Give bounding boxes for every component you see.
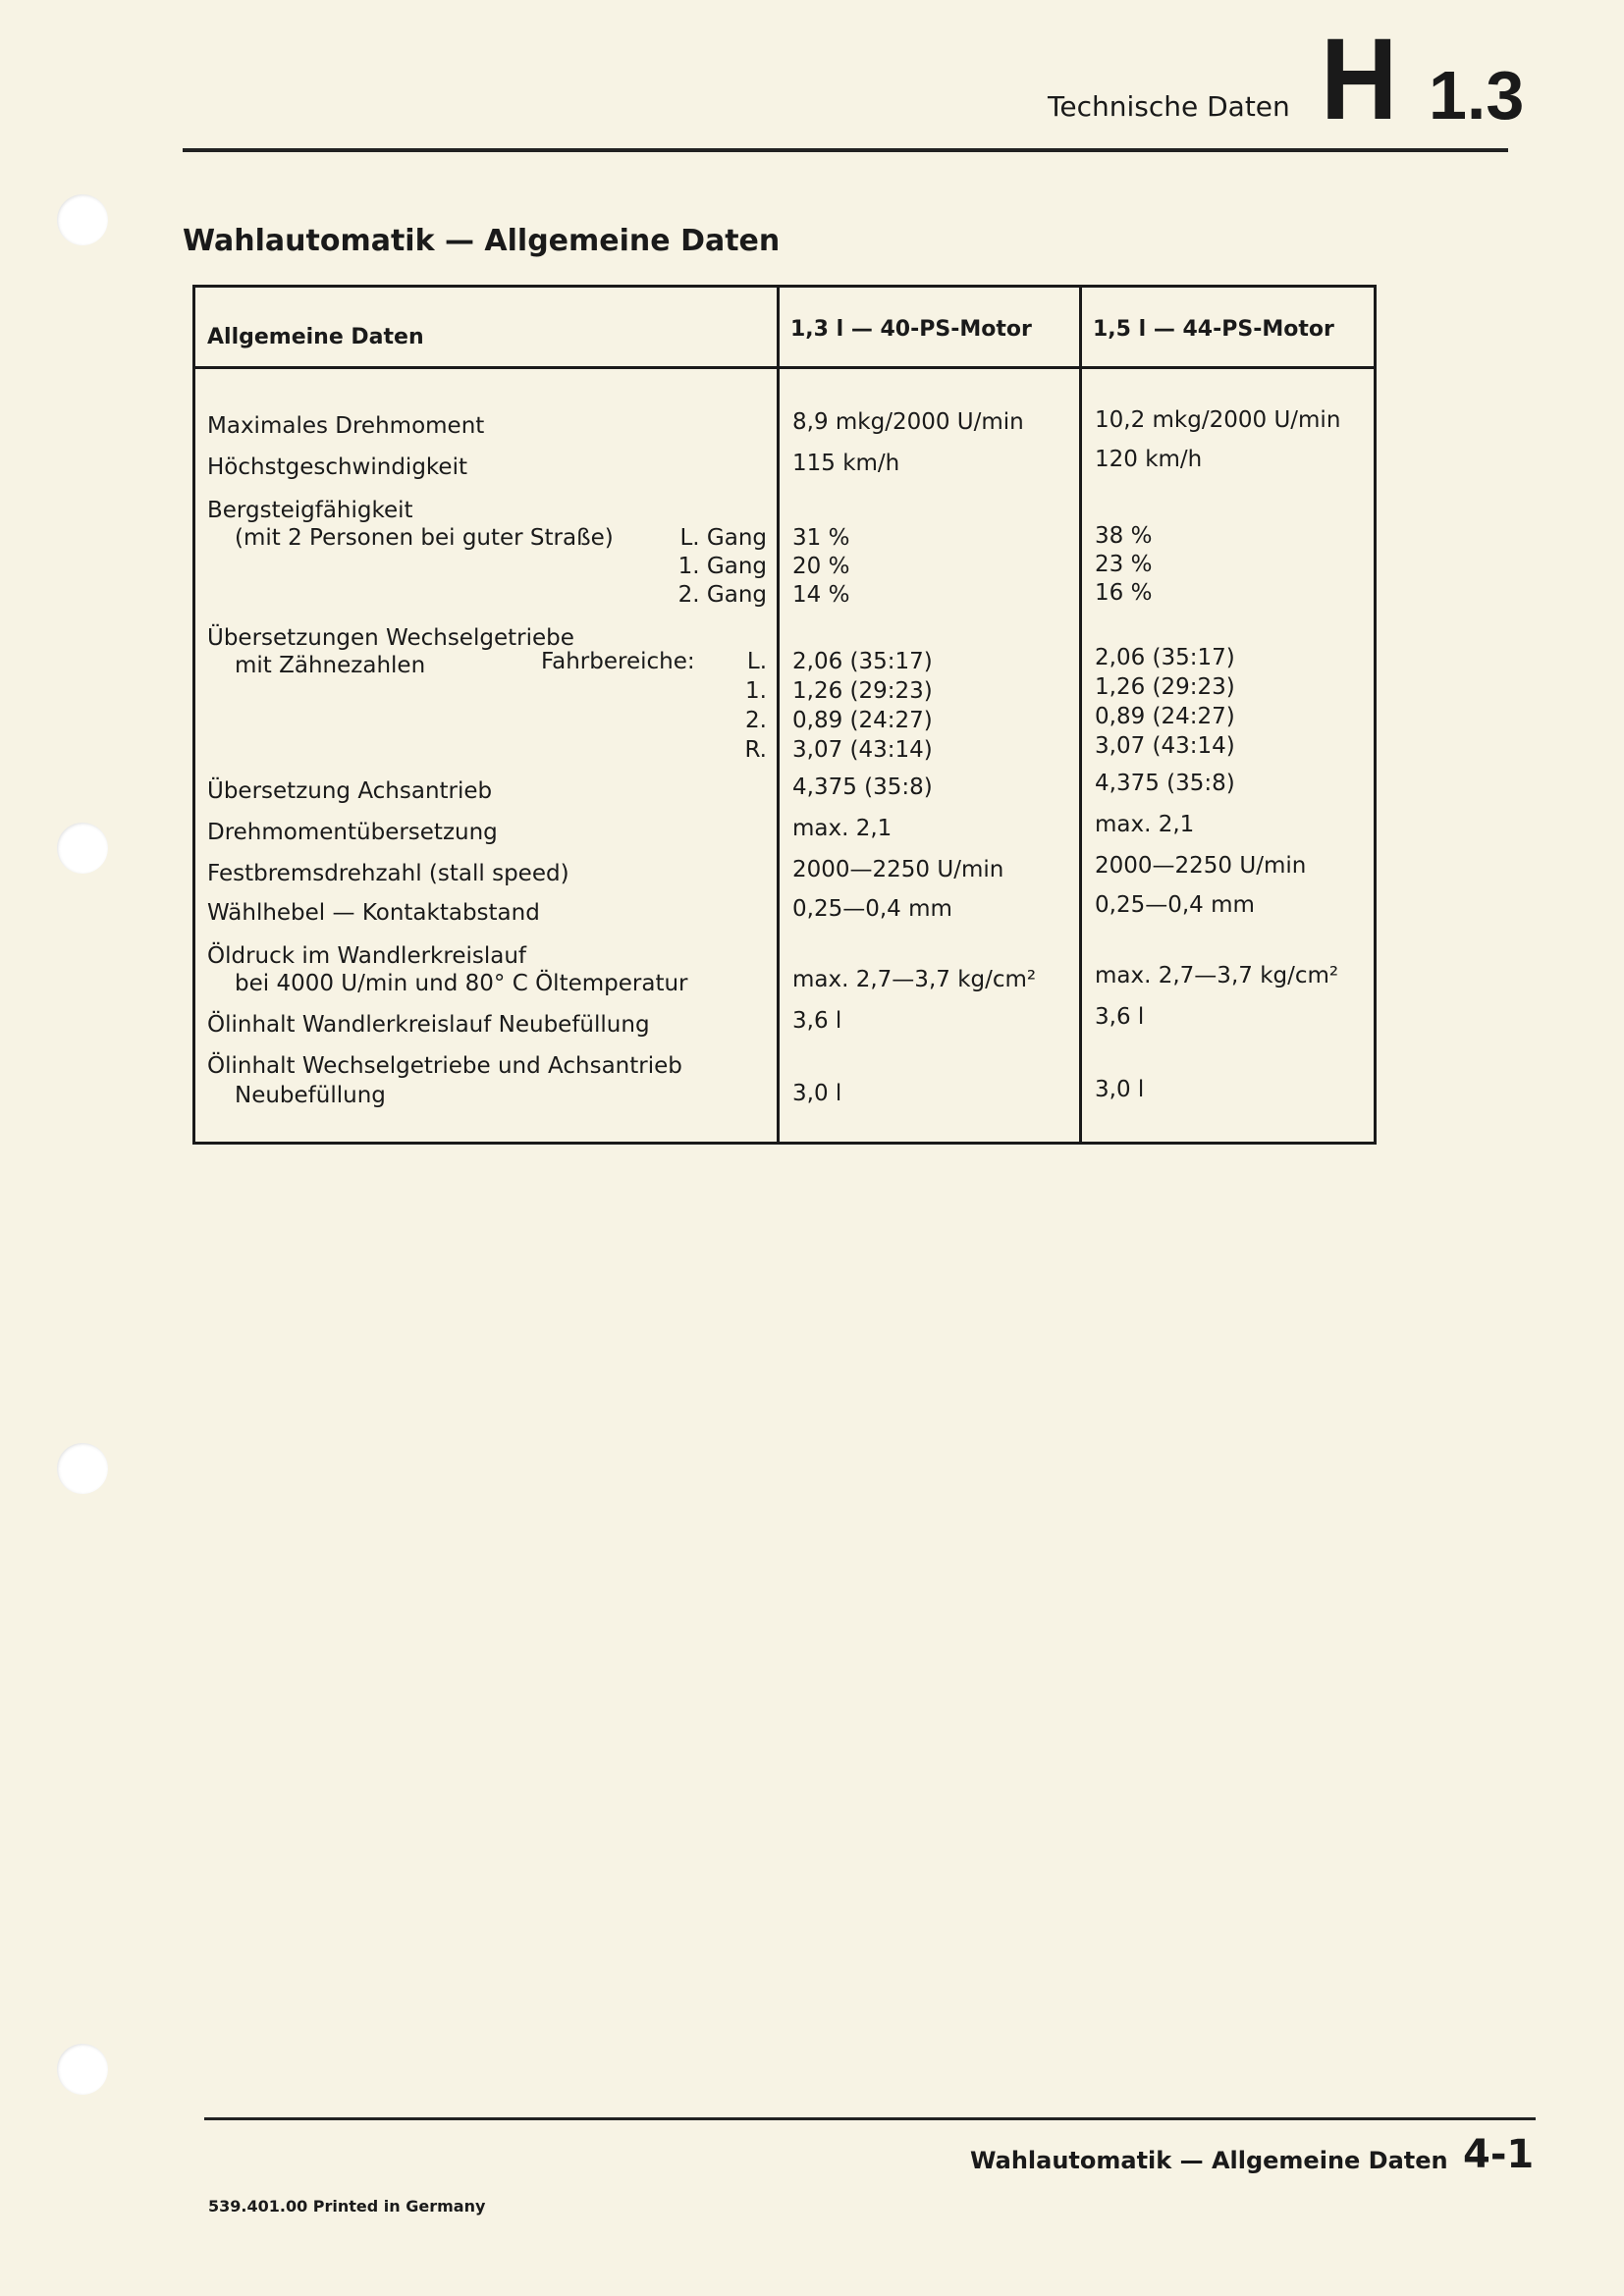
header-col-general: Allgemeine Daten [207, 325, 424, 349]
value-13l: max. 2,7—3,7 kg/cm² [792, 967, 1037, 992]
header-rule [183, 148, 1508, 152]
value-15l: 4,375 (35:8) [1095, 771, 1235, 796]
column-divider [777, 288, 780, 1142]
row-sublabel: Neubefüllung [235, 1083, 386, 1108]
row-sublabel: (mit 2 Personen bei guter Straße) [235, 525, 614, 551]
gear-label: 1. Gang [677, 554, 767, 579]
value-13l: 14 % [792, 582, 850, 608]
value-13l: 2,06 (35:17) [792, 649, 933, 674]
value-13l: 20 % [792, 554, 850, 579]
row-sublabel: bei 4000 U/min und 80° C Öltemperatur [235, 971, 688, 996]
header-divider [195, 366, 1374, 369]
row-label: Ölinhalt Wechselgetriebe und Achsantrieb [207, 1053, 682, 1079]
row-label: Öldruck im Wandlerkreislauf [207, 943, 526, 969]
header-label: Technische Daten [1048, 90, 1290, 123]
value-13l: 31 % [792, 525, 850, 551]
value-13l: 3,07 (43:14) [792, 737, 933, 763]
value-15l: 1,26 (29:23) [1095, 674, 1235, 700]
value-13l: 4,375 (35:8) [792, 774, 933, 800]
value-13l: max. 2,1 [792, 816, 893, 841]
punch-hole [57, 2044, 108, 2095]
value-15l: 0,25—0,4 mm [1095, 892, 1255, 918]
value-15l: 120 km/h [1095, 447, 1203, 472]
punch-hole [57, 194, 108, 245]
row-label: Höchstgeschwindigkeit [207, 454, 467, 480]
row-label: Drehmomentübersetzung [207, 820, 498, 845]
value-15l: 38 % [1095, 523, 1153, 549]
row-label: Ölinhalt Wandlerkreislauf Neubefüllung [207, 1012, 650, 1038]
header-code-number: 1.3 [1429, 57, 1525, 133]
punch-hole [57, 823, 108, 874]
row-label: Übersetzungen Wechselgetriebe [207, 625, 574, 651]
value-15l: max. 2,1 [1095, 812, 1195, 837]
print-info: 539.401.00 Printed in Germany [208, 2197, 486, 2216]
value-13l: 115 km/h [792, 451, 900, 476]
page-number: 4-1 [1463, 2132, 1535, 2177]
value-15l: 16 % [1095, 580, 1153, 606]
value-15l: 3,6 l [1095, 1004, 1145, 1030]
row-label: Maximales Drehmoment [207, 413, 485, 439]
section-title: Wahlautomatik — Allgemeine Daten [183, 224, 781, 258]
value-13l: 8,9 mkg/2000 U/min [792, 409, 1024, 435]
value-13l: 3,0 l [792, 1081, 842, 1106]
footer-rule [204, 2117, 1536, 2120]
row-label: Wählhebel — Kontaktabstand [207, 900, 540, 926]
punch-hole [57, 1443, 108, 1494]
value-15l: max. 2,7—3,7 kg/cm² [1095, 963, 1339, 988]
row-label: Übersetzung Achsantrieb [207, 778, 493, 804]
value-13l: 2000—2250 U/min [792, 857, 1004, 882]
range-label: L. [746, 649, 767, 674]
header-code-letter: H [1321, 15, 1398, 144]
gear-label: 2. Gang [677, 582, 767, 608]
value-13l: 3,6 l [792, 1008, 842, 1034]
value-13l: 0,89 (24:27) [792, 708, 933, 733]
range-label: 1. [745, 678, 767, 704]
header-col-15l: 1,5 l — 44-PS-Motor [1093, 317, 1334, 342]
column-divider [1079, 288, 1082, 1142]
value-13l: 0,25—0,4 mm [792, 896, 952, 922]
value-13l: 1,26 (29:23) [792, 678, 933, 704]
row-sublabel: mit Zähnezahlen [235, 653, 426, 678]
footer-title: Wahlautomatik — Allgemeine Daten [970, 2147, 1448, 2174]
value-15l: 2000—2250 U/min [1095, 853, 1307, 879]
value-15l: 23 % [1095, 552, 1153, 577]
value-15l: 0,89 (24:27) [1095, 704, 1235, 729]
row-label: Bergsteigfähigkeit [207, 498, 413, 523]
fahrbereiche-label: Fahrbereiche: [541, 649, 695, 674]
value-15l: 2,06 (35:17) [1095, 645, 1235, 670]
data-table [192, 285, 1377, 1145]
range-label: 2. [745, 708, 767, 733]
value-15l: 10,2 mkg/2000 U/min [1095, 407, 1341, 433]
row-label: Festbremsdrehzahl (stall speed) [207, 861, 569, 886]
value-15l: 3,07 (43:14) [1095, 733, 1235, 759]
range-label: R. [744, 737, 767, 763]
value-15l: 3,0 l [1095, 1077, 1145, 1102]
gear-label: L. Gang [679, 525, 767, 551]
header-col-13l: 1,3 l — 40-PS-Motor [790, 317, 1032, 342]
